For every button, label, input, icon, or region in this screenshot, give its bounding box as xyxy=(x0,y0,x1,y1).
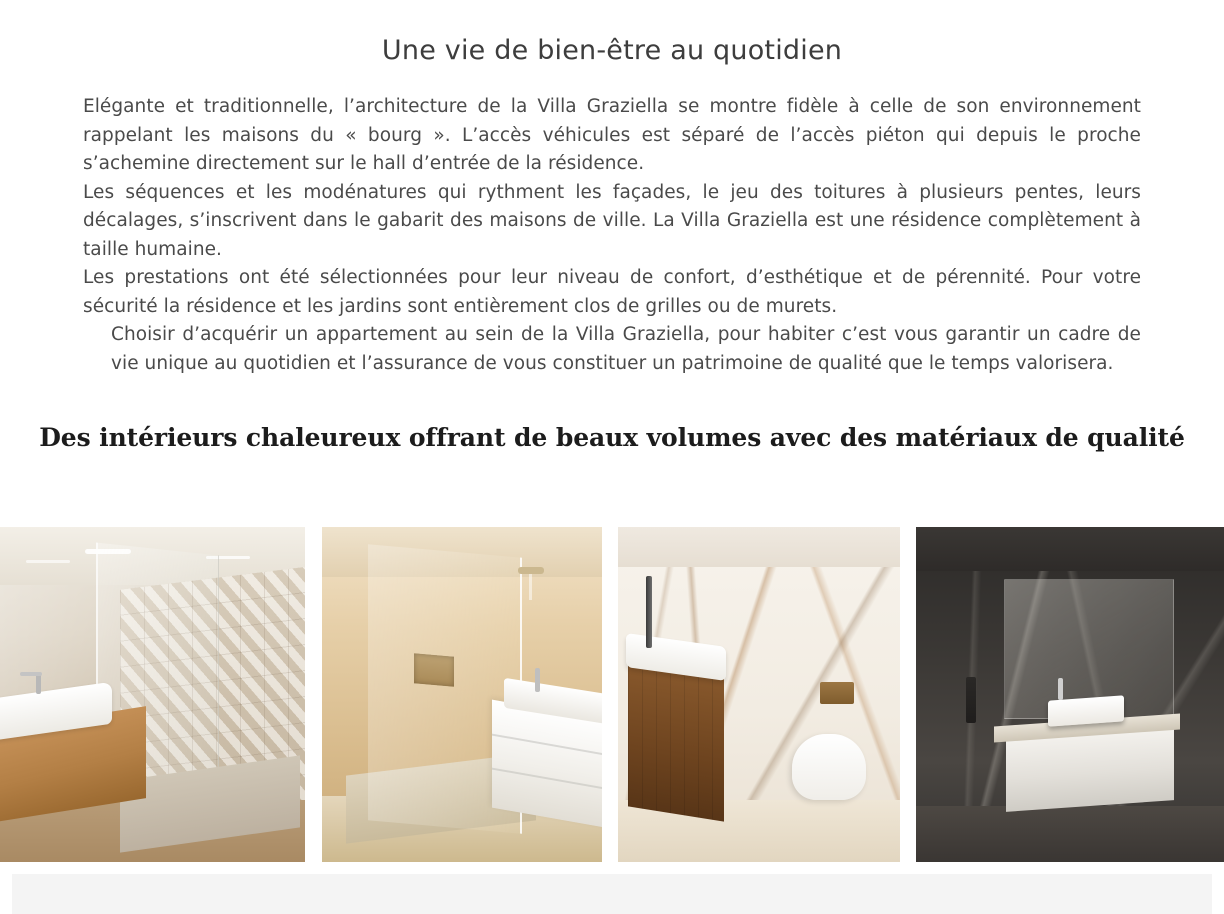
toilet-detail xyxy=(792,734,866,800)
gallery-image-4[interactable] xyxy=(916,527,1224,862)
ceiling-detail xyxy=(916,527,1224,571)
faucet-detail xyxy=(646,576,652,648)
gallery-image-3[interactable] xyxy=(618,527,900,862)
photo-gallery xyxy=(0,527,1224,862)
paragraph-4: Choisir d’acquérir un appartement au sein de la Villa Graziella, pour habiter c’est vous garantir un cadre de vie unique au quotidien et l’assurance de vous constituer un patrimoine de qualité que le temps valorisera. xyxy=(111,324,1141,374)
towel-detail xyxy=(966,677,976,723)
flush-plate-detail xyxy=(820,682,854,704)
faucet-detail xyxy=(1058,678,1063,700)
shower-head-detail xyxy=(518,567,544,574)
page-title: Une vie de bien-être au quotidien xyxy=(381,35,843,66)
gallery-image-2[interactable] xyxy=(322,527,602,862)
ceiling-detail xyxy=(618,527,900,567)
page-bottom-bar xyxy=(12,874,1212,914)
section-subtitle: Des intérieurs chaleureux offrant de beaux volumes avec des matériaux de qualité xyxy=(39,423,1185,453)
floor-detail xyxy=(916,806,1224,862)
body-text-block xyxy=(83,67,1141,378)
paragraph-2: Les séquences et les modénatures qui rythment les façades, le jeu des toitures à plusieurs pentes, leurs décalages, s’inscrivent dans le gabarit des maisons de ville. La Villa Graziella est une résidence complètement à taille humaine. xyxy=(83,181,1141,260)
gallery-image-1[interactable] xyxy=(0,527,305,862)
faucet-detail xyxy=(535,668,540,692)
faucet-detail xyxy=(36,672,41,694)
shower-niche-detail xyxy=(414,653,454,686)
wood-vanity-detail xyxy=(628,656,724,821)
washbasin-detail xyxy=(1048,695,1124,726)
page-bottom-strip xyxy=(0,862,1224,914)
paragraph-3: Les prestations ont été sélectionnées pour leur niveau de confort, d’esthétique et de pérennité. Pour votre sécurité la résidence et les jardins sont entièrement clos de grilles ou de murets. xyxy=(83,267,1141,317)
paragraph-1: Elégante et traditionnelle, l’architecture de la Villa Graziella se montre fidèle à celle de son environnement rappelant les maisons du « bourg ». L’accès véhicules est séparé de l’accès piéton qui depuis le proche s’achemine directement sur le hall d’entrée de la résidence. xyxy=(83,96,1141,175)
